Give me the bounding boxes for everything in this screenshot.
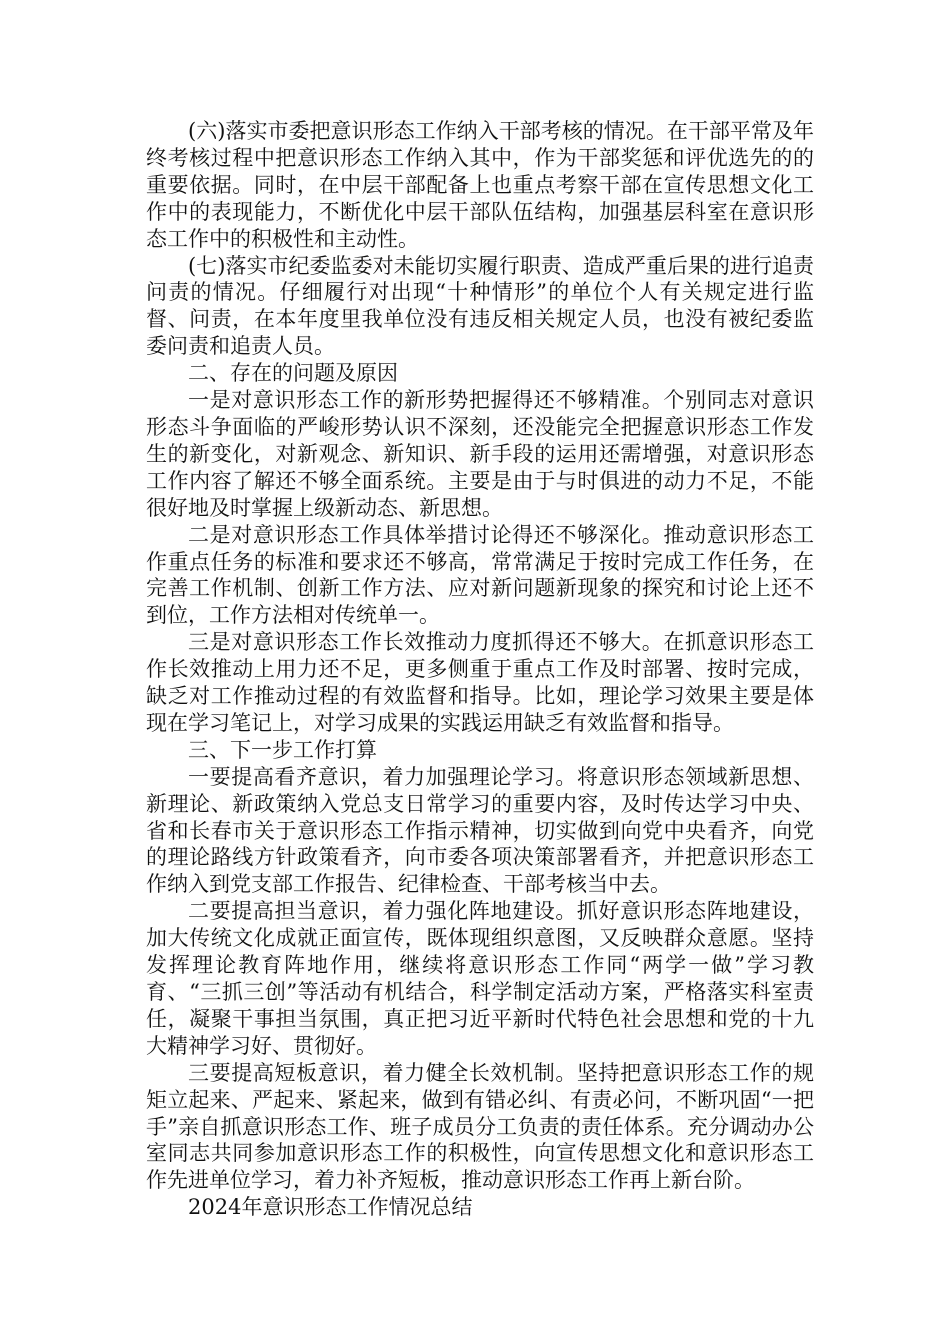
section-heading-next-steps: 三、下一步工作打算 [188,737,377,762]
paragraph-plan-1: 一要提高看齐意识，着力加强理论学习。将意识形态领域新思想、新理论、新政策纳入党总支日常学习的重要内容，及时传达学习中央、省和长春市关于意识形态工作指示精神，切实做到向党中央看齐，向党的理论路线方针政策看齐，向市委各项决策部署看齐，并把意识形态工作纳入到党支部工作报告、纪律检查、干部考核当中去。 [146,764,814,897]
paragraph-problem-1: 一是对意识形态工作的新形势把握得还不够精准。个别同志对意识形态斗争面临的严峻形势认识不深刻，还没能完全把握意识形态工作发生的新变化，对新观念、新知识、新手段的运用还需增强，对意识形态工作内容了解还不够全面系统。主要是由于与时俱进的动力不足，不能很好地及时掌握上级新动态、新思想。 [146,388,814,520]
document-title-footer: 2024年意识形态工作情况总结 [188,1195,473,1220]
paragraph-plan-3: 三要提高短板意识，着力健全长效机制。坚持把意识形态工作的规矩立起来、严起来、紧起来，做到有错必纠、有责必问，不断巩固“一把手”亲自抓意识形态工作、班子成员分工负责的责任体系。充分调动办公室同志共同参加意识形态工作的积极性，向宣传思想文化和意识形态工作先进单位学习，着力补齐短板，推动意识形态工作再上新台阶。 [146,1060,814,1193]
document-body [146,118,814,1221]
paragraph-problem-2: 二是对意识形态工作具体举措讨论得还不够深化。推动意识形态工作重点任务的标准和要求还不够高，常常满足于按时完成工作任务，在完善工作机制、创新工作方法、应对新问题新现象的探究和讨论上还不到位，工作方法相对传统单一。 [146,522,814,628]
paragraph-plan-2: 二要提高担当意识，着力强化阵地建设。抓好意识形态阵地建设，加大传统文化成就正面宣传，既体现组织意图，又反映群众意愿。坚持发挥理论教育阵地作用，继续将意识形态工作同“两学一做”学习教育、“三抓三创”等活动有机结合，科学制定活动方案，严格落实科室责任，凝聚干事担当氛围，真正把习近平新时代特色社会思想和党的十九大精神学习好、贯彻好。 [146,899,814,1058]
paragraph-problem-3: 三是对意识形态工作长效推动力度抓得还不够大。在抓意识形态工作长效推动上用力还不足，更多侧重于重点工作及时部署、按时完成，缺乏对工作推动过程的有效监督和指导。比如，理论学习效果主要是体现在学习笔记上，对学习成果的实践运用缺乏有效监督和指导。 [146,630,814,735]
paragraph-cadre-assessment: (六)落实市委把意识形态工作纳入干部考核的情况。在干部平常及年终考核过程中把意识形态工作纳入其中，作为干部奖惩和评优选先的的重要依据。同时，在中层干部配备上也重点考察干部在宣传思想文化工作中的表现能力，不断优化中层干部队伍结构，加强基层科室在意识形态工作中的积极性和主动性。 [146,119,814,251]
section-heading-problems: 二、存在的问题及原因 [188,361,398,386]
paragraph-accountability: (七)落实市纪委监委对未能切实履行职责、造成严重后果的进行追责问责的情况。仔细履行对出现“十种情形”的单位个人有关规定进行监督、问责，在本年度里我单位没有违反相关规定人员，也没有被纪委监委问责和追责人员。 [146,253,814,359]
